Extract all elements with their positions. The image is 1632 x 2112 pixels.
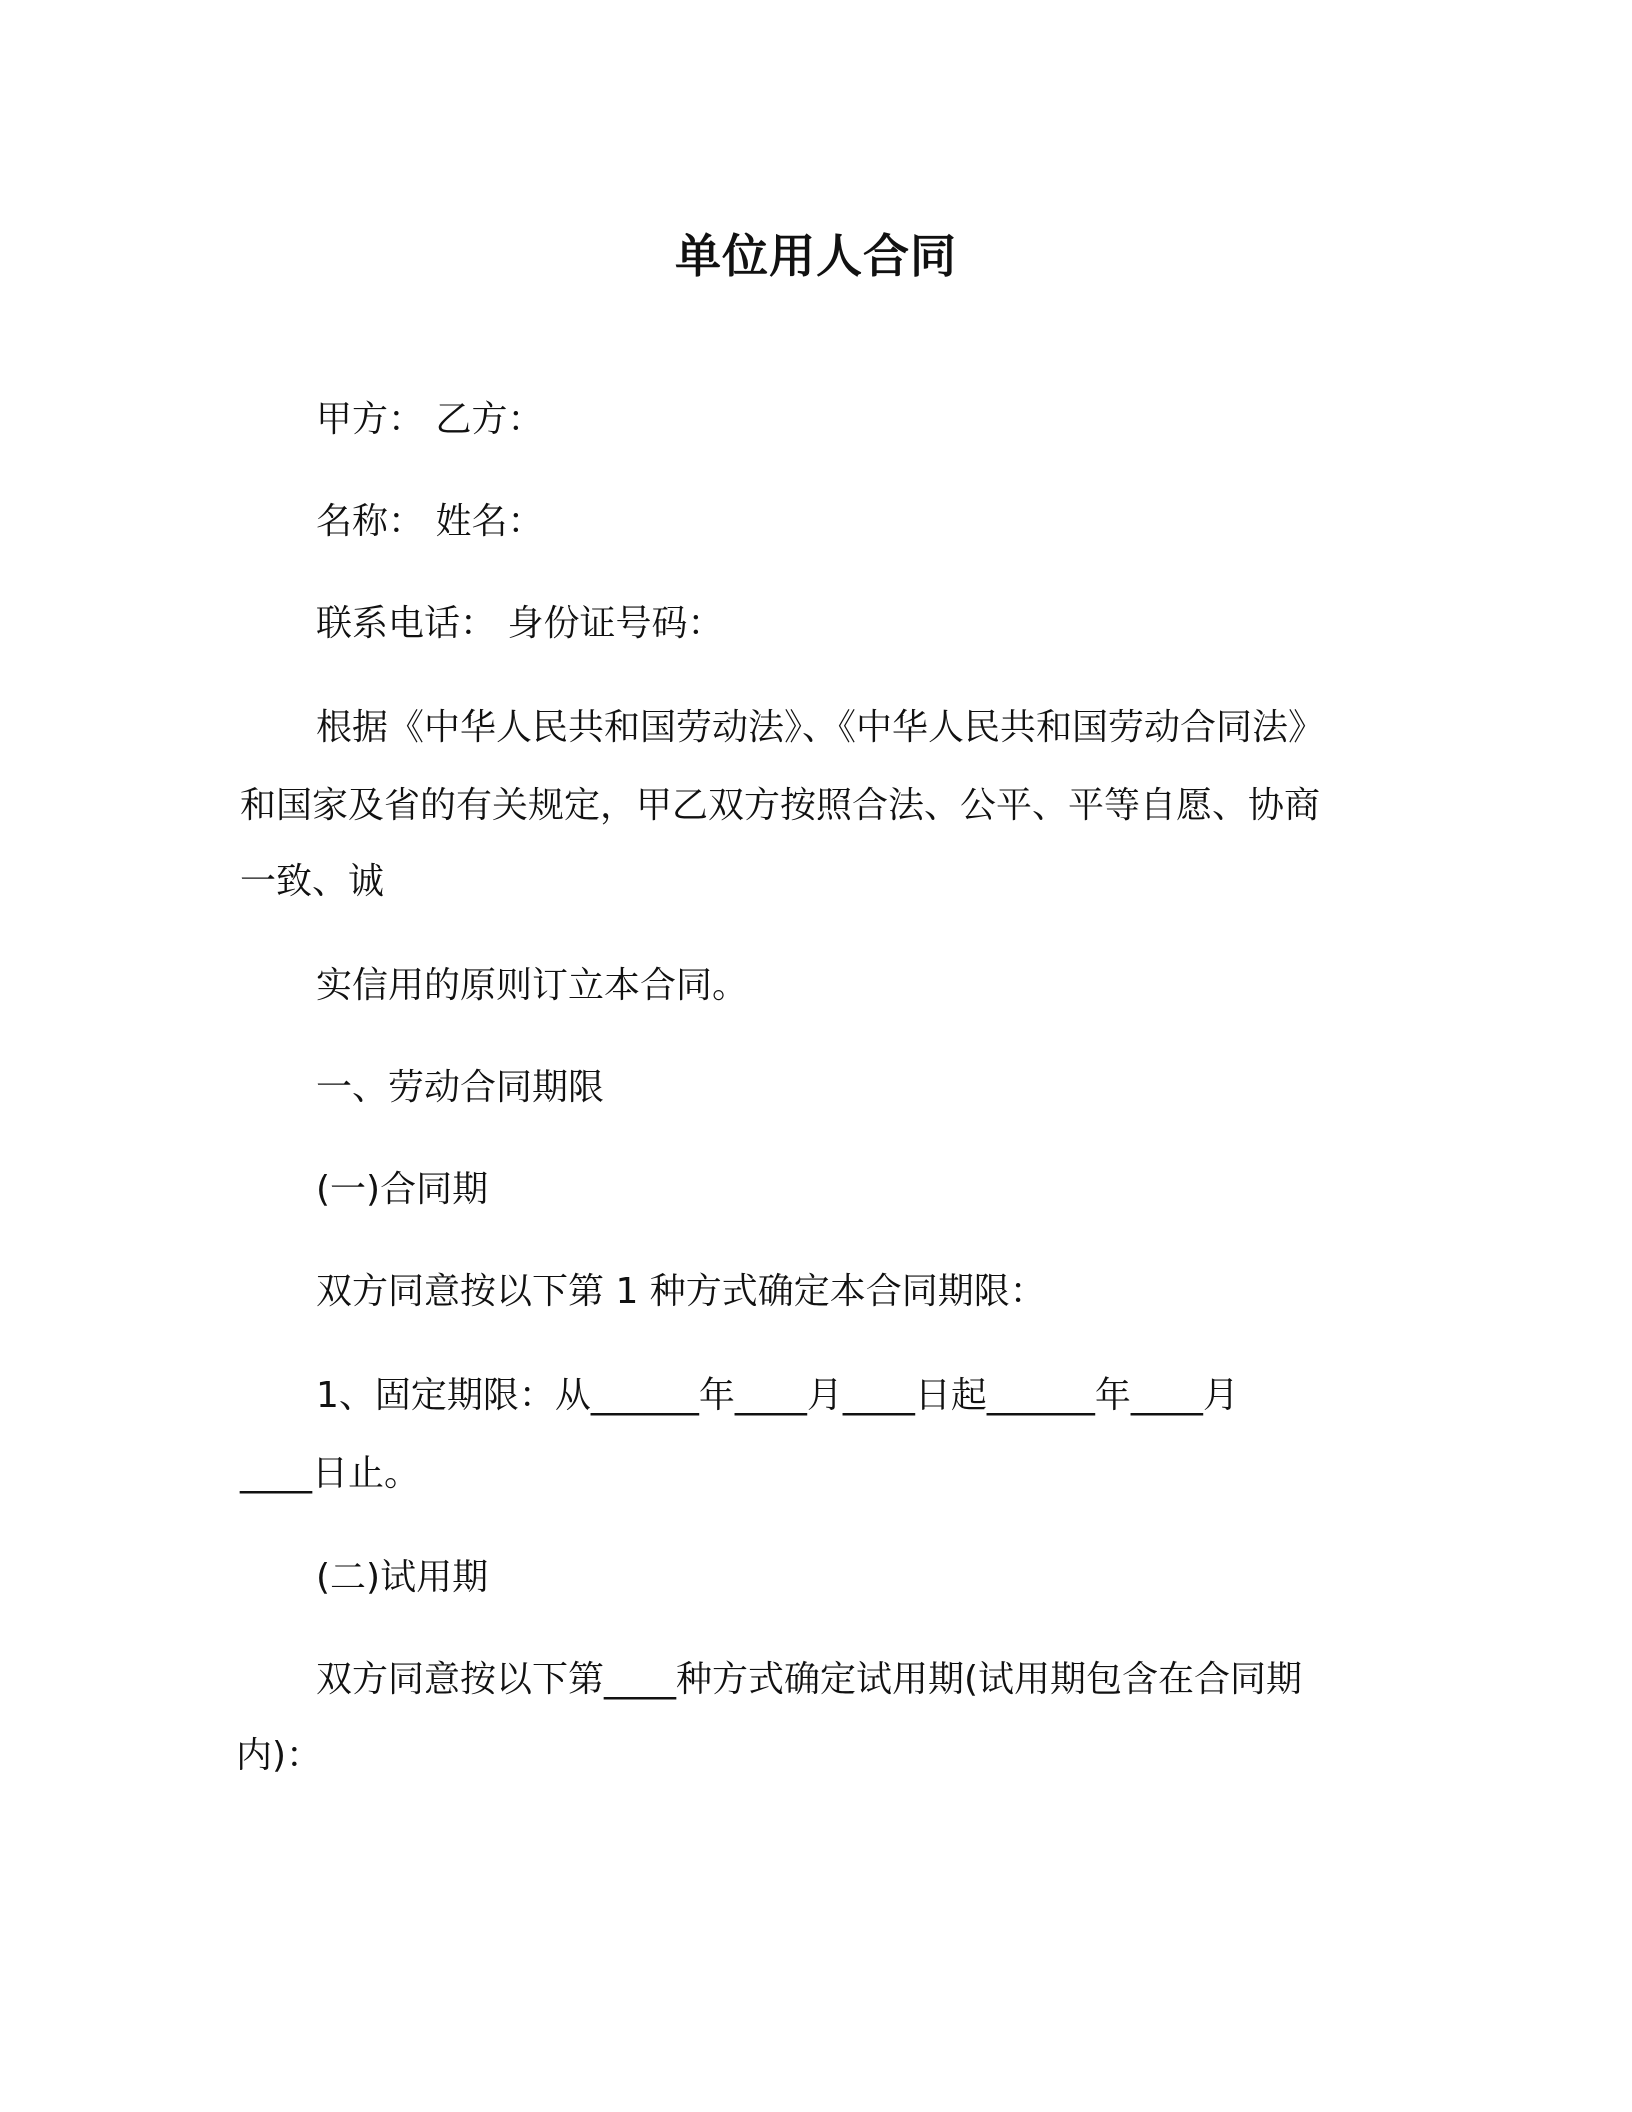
intro-paragraph-line-4: 实信用的原则订立本合同。 [316, 965, 749, 1006]
parties-line: 甲方： 乙方： [316, 399, 544, 440]
intro-paragraph-line-3: 一致、诚 [240, 861, 385, 902]
contact-line: 联系电话： 身份证号码： [316, 603, 724, 644]
subsection-heading-probation: (二)试用期 [316, 1557, 489, 1598]
fixed-term-line-1: 1、固定期限：从______年____月____日起______年____月 [316, 1375, 1239, 1416]
intro-paragraph-line-1: 根据《中华人民共和国劳动法》、《中华人民共和国劳动合同法》 [316, 707, 1325, 748]
intro-paragraph-line-2: 和国家及省的有关规定，甲乙双方按照合法、公平、平等自愿、协商 [240, 785, 1321, 826]
fixed-term-line-2: ____日止。 [240, 1453, 421, 1494]
document-title: 单位用人合同 [675, 229, 957, 283]
contract-period-text: 双方同意按以下第 1 种方式确定本合同期限： [316, 1271, 1046, 1312]
name-line: 名称： 姓名： [316, 501, 544, 542]
probation-text-line-1: 双方同意按以下第____种方式确定试用期(试用期包含在合同期 [316, 1659, 1303, 1700]
subsection-heading-contract-period: (一)合同期 [316, 1169, 489, 1210]
section-heading-contract-term: 一、劳动合同期限 [316, 1067, 605, 1108]
probation-text-line-2: 内)： [236, 1735, 323, 1776]
